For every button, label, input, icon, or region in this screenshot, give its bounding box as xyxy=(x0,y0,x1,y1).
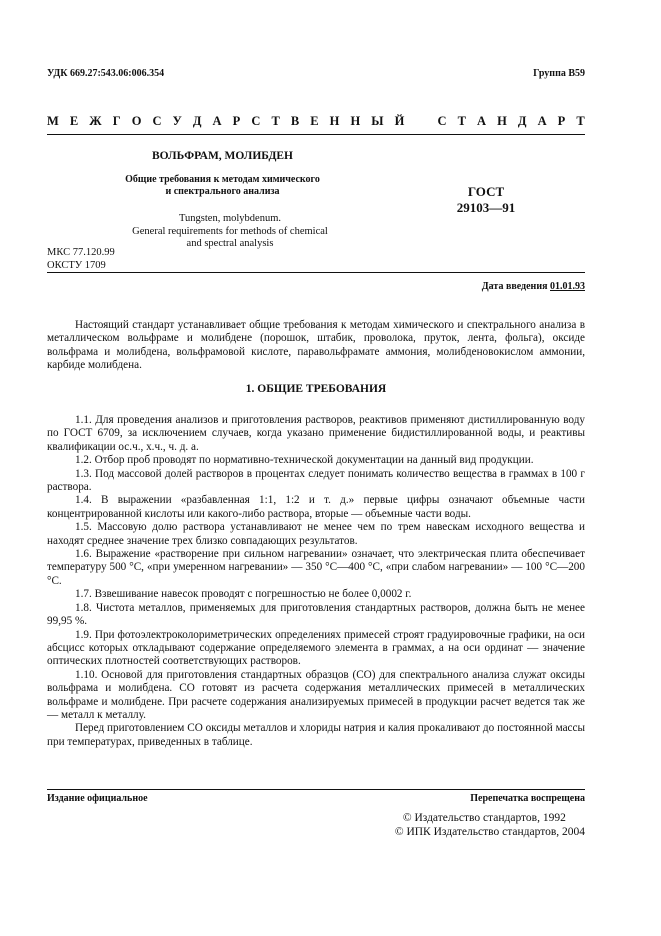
classification-codes xyxy=(47,247,115,272)
subtitle-line: и спектрального анализа xyxy=(165,185,280,197)
standard-type-letter: С xyxy=(251,114,261,128)
standard-type-letter: Р xyxy=(557,114,566,128)
section-heading: 1. ОБЩИЕ ТРЕБОВАНИЯ xyxy=(245,383,387,395)
standard-type-letter: В xyxy=(290,114,300,128)
standard-type-title xyxy=(47,114,585,129)
intro-paragraph xyxy=(47,319,585,373)
standard-type-letter: Г xyxy=(112,114,121,128)
standard-type-letter: Н xyxy=(497,114,507,128)
gost-number: 29103—91 xyxy=(456,200,516,215)
standard-type-letter: Д xyxy=(517,114,527,128)
section-paragraph: 1.7. Взвешивание навесок проводят с погрешностью не более 0,0002 г. xyxy=(75,588,412,601)
copyright-line: © ИПК Издательство стандартов, 2004 xyxy=(394,826,585,838)
standard-type-letter: С xyxy=(437,114,447,128)
standard-type-letter: Т xyxy=(576,114,585,128)
intro-paragraph-text: Настоящий стандарт устанавливает общие требования к методам химического и спектрального анализа в металлическом вольфраме и молибдене (порошок, штабик, проволока, пруток, лента, фольга), оксиде вольфрама и молибдена, вольфрамовой кислоте, паравольфрамате аммония, молибденовокислом аммонии, карбиде молибдена. xyxy=(47,319,585,372)
section-paragraph: 1.2. Отбор проб проводят по нормативно-технической документации на данный вид продукции. xyxy=(75,454,534,467)
standard-type-letter: Н xyxy=(350,114,361,128)
reprint-prohibited-note: Перепечатка воспрещена xyxy=(470,793,585,804)
gost-label: ГОСТ xyxy=(467,184,505,199)
section-paragraph: Перед приготовлением СО оксиды металлов и хлориды натрия и калия прокаливают до постоянной массы при температурах, приведенных в таблице. xyxy=(47,722,585,748)
standard-type-letter: У xyxy=(172,114,182,128)
copyright-block xyxy=(395,811,585,839)
standard-type-letter: Р xyxy=(232,114,241,128)
standard-type-letter: С xyxy=(152,114,162,128)
document-title: ВОЛЬФРАМ, МОЛИБДЕН xyxy=(152,150,293,162)
standard-type-letter: А xyxy=(477,114,487,128)
section-paragraph: 1.3. Под массовой долей растворов в процентах следует понимать количество вещества в граммах в 100 г раствора. xyxy=(47,467,585,494)
standard-type-letter: Т xyxy=(271,114,280,128)
introduction-date-value: 01.01.93 xyxy=(550,281,585,292)
section-paragraph: 1.5. Массовую долю раствора устанавливают не менее чем по трем навескам исходного вещества и находят среднее значение трех близко совпадающих результатов. xyxy=(47,521,585,547)
subtitle-line: Общие требования к методам химического xyxy=(125,174,320,185)
standard-type-letter: Т xyxy=(457,114,466,128)
standard-type-letter: Н xyxy=(329,114,340,128)
introduction-date xyxy=(482,281,585,292)
english-title xyxy=(80,213,380,251)
divider xyxy=(47,789,585,790)
standard-type-letter: Е xyxy=(69,114,79,128)
section-paragraph: 1.9. При фотоэлектроколориметрических определениях примесей строят градуировочные графики, на оси абсцисс которых откладывают содержание определяемого элемента в граммах, а на оси ординат — значение оптических плотностей соответствующих растворов. xyxy=(47,628,585,668)
standard-type-letter: Ж xyxy=(89,114,102,128)
standard-type-letter: М xyxy=(47,114,59,128)
gost-number-block xyxy=(440,184,532,216)
english-title-line: General requirements for methods of chemical xyxy=(132,225,328,237)
section-paragraph: 1.6. Выражение «растворение при сильном нагревании» означает, что электрическая плита обеспечивает температуру 500 °С, «при умеренном нагревании» — 350 °С—400 °С, «при слабом нагревании» — 100 °С—200 °С. xyxy=(47,548,585,587)
english-title-line: and spectral analysis xyxy=(186,238,274,249)
official-edition-note: Издание официальное xyxy=(47,793,148,804)
standard-type-letter: О xyxy=(131,114,142,128)
document-subtitle xyxy=(80,174,365,197)
standard-type-letter: Е xyxy=(310,114,319,128)
introduction-date-label: Дата введения xyxy=(481,281,548,292)
english-title-line: Tungsten, molybdenum. xyxy=(179,213,281,224)
okstu-code: ОКСТУ 1709 xyxy=(47,259,106,271)
divider xyxy=(47,272,585,273)
standard-type-letter: Д xyxy=(192,114,202,128)
section-paragraph: 1.8. Чистота металлов, применяемых для приготовления стандартных растворов, должна быть не менее 99,95 %. xyxy=(47,601,585,628)
standard-type-letter: Ы xyxy=(371,114,384,128)
udk-code: УДК 669.27:543.06:006.354 xyxy=(47,68,165,79)
standard-type-letter: А xyxy=(212,114,222,128)
divider xyxy=(47,134,585,135)
copyright-line: © Издательство стандартов, 1992 xyxy=(402,812,566,824)
group-code: Группа В59 xyxy=(533,68,585,79)
standard-type-letter: А xyxy=(537,114,547,128)
section-paragraph: 1.1. Для проведения анализов и приготовления растворов, реактивов применяют дистиллированную воду по ГОСТ 6709, за исключением случаев, когда указано применение бидистиллированной воды, и реактивы квалификации ос.ч., х.ч., ч. д. а. xyxy=(47,414,585,453)
section-paragraph: 1.10. Основой для приготовления стандартных образцов (СО) для спектрального анализа служат оксиды вольфрама и молибдена. СО готовят из расчета содержания металлических примесей в металлических вольфраме и молибдене. При расчете содержания анализируемых примесей в продукции расчет ведется так же — металл к металлу. xyxy=(47,668,585,721)
mks-code: МКС 77.120.99 xyxy=(47,247,115,258)
section-body xyxy=(47,414,585,749)
standard-type-letter: Й xyxy=(394,114,405,128)
section-paragraph: 1.4. В выражении «разбавленная 1:1, 1:2 и т. д.» первые цифры означают объемные части концентрированной кислоты или какого-либо раствора, вторые — объемные части воды. xyxy=(47,494,585,520)
